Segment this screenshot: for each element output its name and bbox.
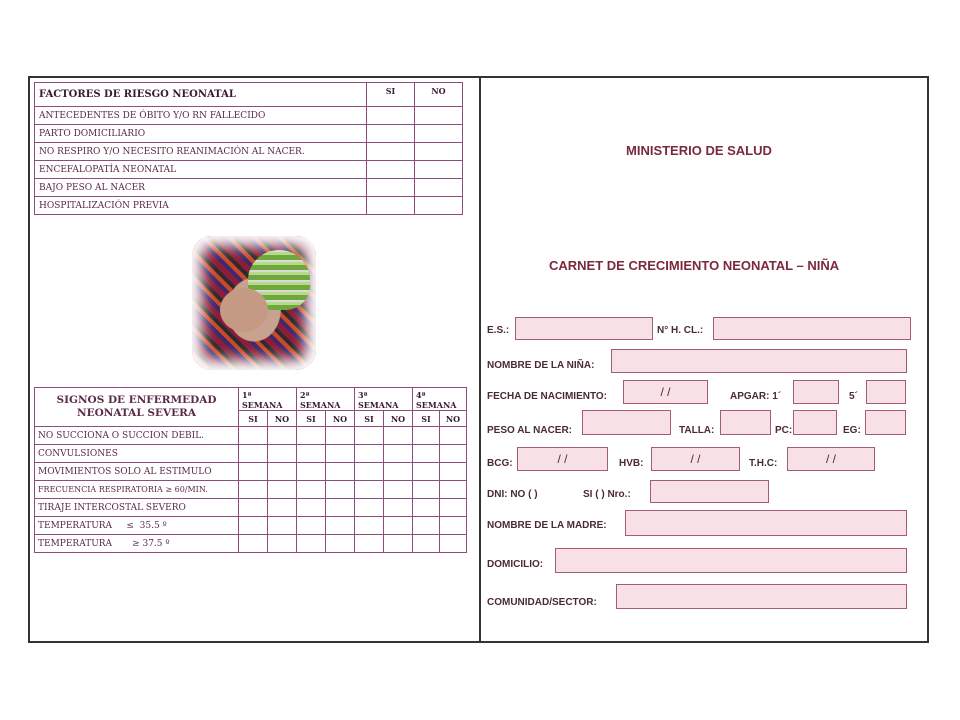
si-header: SI [239,411,268,427]
apgar-1-label: APGAR: 1´ [730,391,782,402]
risk-col-si: SI [367,83,415,107]
apgar-1-field[interactable] [793,380,839,404]
check-cell[interactable] [440,517,467,535]
no-header: NO [384,411,413,427]
risk-no-cell[interactable] [415,197,463,215]
check-cell[interactable] [384,445,413,463]
check-cell[interactable] [440,481,467,499]
birth-weight-field[interactable] [582,410,671,435]
check-cell[interactable] [413,445,440,463]
risk-row-label: BAJO PESO AL NACER [35,179,367,197]
talla-field[interactable] [720,410,771,435]
severe-illness-signs-table [34,387,467,553]
dni-no-label: DNI: NO ( ) [487,489,538,500]
si-header: SI [297,411,326,427]
birth-date-field[interactable]: / / [623,380,708,404]
si-header: SI [355,411,384,427]
check-cell[interactable] [440,445,467,463]
child-name-field[interactable] [611,349,907,373]
check-cell[interactable] [355,499,384,517]
community-label: COMUNIDAD/SECTOR: [487,597,597,608]
check-cell[interactable] [297,445,326,463]
risk-table-title: FACTORES DE RIESGO NEONATAL [35,83,367,107]
check-cell[interactable] [413,463,440,481]
dni-number-field[interactable] [650,480,769,503]
check-cell[interactable] [440,463,467,481]
signs-row [35,445,467,463]
address-field[interactable] [555,548,907,573]
birth-date-label: FECHA DE NACIMIENTO: [487,391,607,402]
check-cell[interactable] [413,481,440,499]
risk-row-label: ENCEFALOPATÍA NEONATAL [35,161,367,179]
risk-si-cell[interactable] [367,179,415,197]
mother-name-label: NOMBRE DE LA MADRE: [487,520,607,531]
risk-si-cell[interactable] [367,161,415,179]
bcg-field[interactable]: / / [517,447,608,471]
week-4-header: 4ª SEMANA [413,388,467,411]
check-cell[interactable] [268,445,297,463]
risk-no-cell[interactable] [415,107,463,125]
birth-weight-label: PESO AL NACER: [487,425,573,436]
pc-field[interactable] [793,410,837,435]
sign-label: TIRAJE INTERCOSTAL SEVERO [35,499,239,517]
signs-row [35,427,467,445]
risk-no-cell[interactable] [415,125,463,143]
sign-label: NO SUCCIONA O SUCCION DEBIL. [35,427,239,445]
check-cell[interactable] [384,463,413,481]
check-cell[interactable] [326,463,355,481]
bcg-label: BCG: [487,458,513,469]
signs-table-title: SIGNOS DE ENFERMEDAD NEONATAL SEVERA [35,388,239,427]
week-2-header: 2ª SEMANA [297,388,355,411]
check-cell[interactable] [413,535,440,553]
sign-label: MOVIMIENTOS SOLO AL ESTIMULO [35,463,239,481]
dni-si-label: SI ( ) Nro.: [583,489,631,500]
no-header: NO [326,411,355,427]
check-cell[interactable] [268,499,297,517]
check-cell[interactable] [384,517,413,535]
check-cell[interactable] [268,481,297,499]
thc-label: T.H.C: [749,458,778,469]
check-cell[interactable] [239,445,268,463]
week-3-header: 3ª SEMANA [355,388,413,411]
check-cell[interactable] [413,499,440,517]
risk-si-cell[interactable] [367,143,415,161]
check-cell[interactable] [355,427,384,445]
check-cell[interactable] [326,517,355,535]
signs-row [35,499,467,517]
check-cell[interactable] [355,481,384,499]
check-cell[interactable] [384,427,413,445]
check-cell[interactable] [326,535,355,553]
check-cell[interactable] [239,427,268,445]
apgar-5-label: 5´ [849,391,858,402]
risk-row-label: HOSPITALIZACIÓN PREVIA [35,197,367,215]
check-cell[interactable] [326,499,355,517]
sign-label: CONVULSIONES [35,445,239,463]
baby-face-graphic [220,288,268,332]
check-cell[interactable] [355,463,384,481]
baby-photo [192,236,316,370]
check-cell[interactable] [413,427,440,445]
hvb-label: HVB: [619,458,644,469]
check-cell[interactable] [239,499,268,517]
check-cell[interactable] [297,499,326,517]
card-title: CARNET DE CRECIMIENTO NEONATAL – NIÑA [549,258,840,273]
check-cell[interactable] [239,517,268,535]
talla-label: TALLA: [679,425,715,436]
check-cell[interactable] [326,427,355,445]
signs-row [35,535,467,553]
check-cell[interactable] [384,481,413,499]
check-cell[interactable] [440,427,467,445]
risk-no-cell[interactable] [415,179,463,197]
check-cell[interactable] [440,535,467,553]
check-cell[interactable] [326,445,355,463]
check-cell[interactable] [297,517,326,535]
eg-field[interactable] [865,410,906,435]
check-cell[interactable] [355,535,384,553]
check-cell[interactable] [239,481,268,499]
apgar-5-field[interactable] [866,380,906,404]
address-label: DOMICILIO: [487,559,544,570]
hvb-field[interactable]: / / [651,447,740,471]
pc-label: PC: [775,425,793,436]
check-cell[interactable] [268,535,297,553]
risk-si-cell[interactable] [367,197,415,215]
nhcl-label: N° H. CL.: [657,325,704,336]
check-cell[interactable] [297,463,326,481]
check-cell[interactable] [384,499,413,517]
es-label: E.S.: [487,325,510,336]
check-cell[interactable] [297,427,326,445]
risk-si-cell[interactable] [367,125,415,143]
risk-factors-table [34,82,463,215]
signs-row [35,481,467,499]
week-1-header: 1ª SEMANA [239,388,297,411]
check-cell[interactable] [297,535,326,553]
thc-field[interactable]: / / [787,447,875,471]
ministry-title: MINISTERIO DE SALUD [626,143,772,158]
check-cell[interactable] [326,481,355,499]
check-cell[interactable] [268,427,297,445]
check-cell[interactable] [268,463,297,481]
no-header: NO [440,411,467,427]
sign-label: TEMPERATURA ≥ 37.5 º [35,535,239,553]
check-cell[interactable] [268,517,297,535]
risk-row-label: ANTECEDENTES DE ÓBITO Y/O RN FALLECIDO [35,107,367,125]
check-cell[interactable] [413,517,440,535]
check-cell[interactable] [239,535,268,553]
check-cell[interactable] [440,499,467,517]
signs-row [35,517,467,535]
check-cell[interactable] [239,463,268,481]
risk-no-cell[interactable] [415,161,463,179]
check-cell[interactable] [355,445,384,463]
risk-row-label: NO RESPIRO Y/O NECESITO REANIMACIÓN AL NACER. [35,143,367,161]
community-field[interactable] [616,584,907,609]
es-field[interactable] [515,317,653,340]
eg-label: EG: [843,425,861,436]
child-name-label: NOMBRE DE LA NIÑA: [487,360,595,371]
check-cell[interactable] [355,517,384,535]
si-header: SI [413,411,440,427]
risk-si-cell[interactable] [367,107,415,125]
risk-col-no: NO [415,83,463,107]
check-cell[interactable] [297,481,326,499]
mother-name-field[interactable] [625,510,907,536]
card-fold-divider [479,76,481,643]
signs-row [35,463,467,481]
no-header: NO [268,411,297,427]
sign-label: FRECUENCIA RESPIRATORIA ≥ 60/MIN. [35,481,239,499]
risk-row-label: PARTO DOMICILIARIO [35,125,367,143]
risk-no-cell[interactable] [415,143,463,161]
nhcl-field[interactable] [713,317,911,340]
check-cell[interactable] [384,535,413,553]
sign-label: TEMPERATURA ≤ 35.5 º [35,517,239,535]
